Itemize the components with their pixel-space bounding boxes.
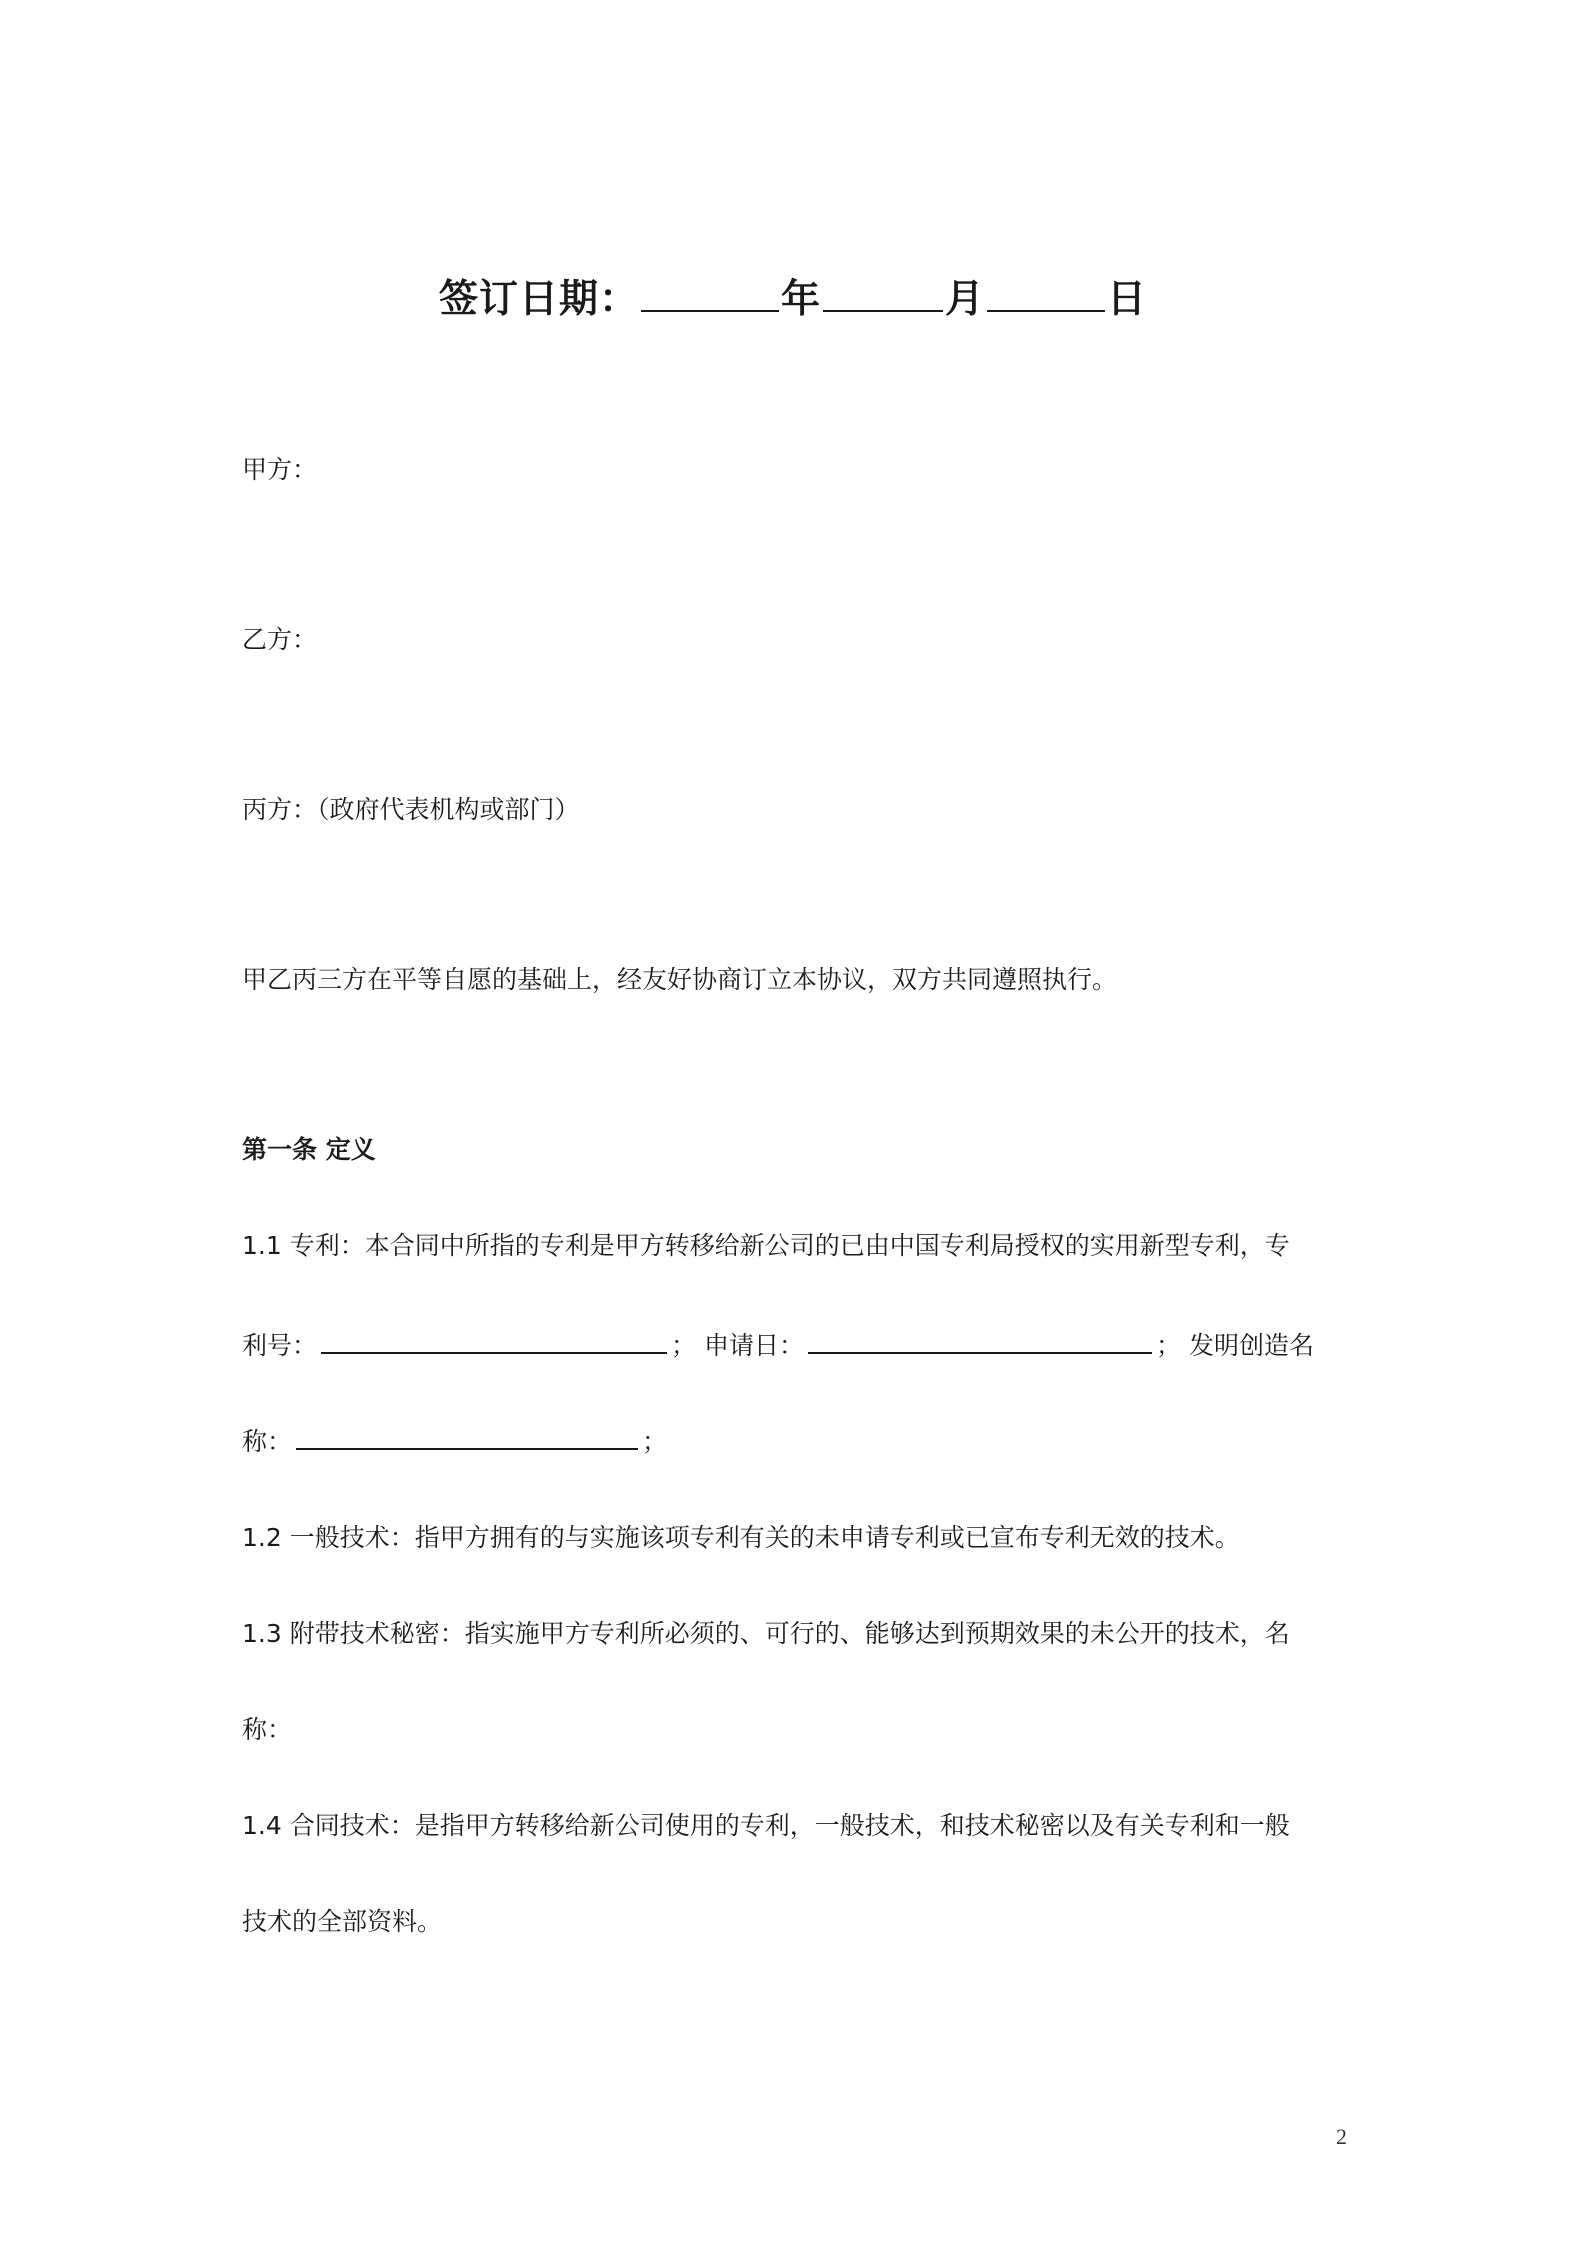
- clause-1-2: [242, 1521, 1240, 1555]
- preamble: [242, 963, 1117, 997]
- party-a-label: 甲方：: [242, 455, 318, 484]
- clause-1-1-text: 1.1 专利：本合同中所指的专利是甲方转移给新公司的已由中国专利局授权的实用新型专利，专: [242, 1231, 1290, 1260]
- clause-1-3-line-1: [242, 1617, 1290, 1651]
- signing-date-title: [0, 268, 1586, 324]
- patent-number-label: 利号：: [242, 1331, 318, 1360]
- separator-2: ；: [1156, 1331, 1182, 1360]
- article-1-heading-text: 第一条 定义: [242, 1135, 376, 1164]
- clause-1-3-name-label: 称：: [242, 1715, 293, 1744]
- article-1-heading: [242, 1133, 376, 1167]
- day-label: 日: [1107, 277, 1148, 322]
- clause-1-1-line-3: [242, 1425, 667, 1459]
- year-blank[interactable]: [641, 309, 779, 312]
- separator-3: ；: [642, 1427, 668, 1456]
- page-number: 2: [1336, 2124, 1347, 2149]
- year-label: 年: [780, 277, 821, 322]
- patent-number-blank[interactable]: [321, 1351, 667, 1354]
- party-b: [242, 623, 317, 657]
- month-label: 月: [945, 277, 986, 322]
- party-a: [242, 453, 317, 487]
- application-date-blank[interactable]: [808, 1351, 1152, 1354]
- clause-1-4-line-2: [242, 1905, 442, 1939]
- clause-1-2-text: 1.2 一般技术：指甲方拥有的与实施该项专利有关的未申请专利或已宣布专利无效的技术。: [242, 1523, 1240, 1552]
- party-c: [242, 793, 580, 827]
- invention-label: 发明创造名: [1188, 1331, 1314, 1360]
- clause-1-4-line-1: [242, 1809, 1290, 1843]
- clause-1-1-line-1: [242, 1229, 1290, 1263]
- clause-1-4-text-continued: 技术的全部资料。: [242, 1907, 443, 1936]
- month-blank[interactable]: [823, 309, 943, 312]
- party-c-label: 丙方：（政府代表机构或部门）: [242, 795, 580, 824]
- invention-name-label: 称：: [242, 1427, 293, 1456]
- clause-1-3-text: 1.3 附带技术秘密：指实施甲方专利所必须的、可行的、能够达到预期效果的未公开的技术，名: [242, 1619, 1290, 1648]
- separator-1: ；: [671, 1331, 697, 1360]
- application-date-label: 申请日：: [703, 1331, 804, 1360]
- invention-name-blank[interactable]: [296, 1447, 638, 1450]
- signing-date-label: 签订日期：: [438, 277, 639, 322]
- clause-1-1-line-2: [242, 1329, 1314, 1363]
- party-b-label: 乙方：: [242, 625, 318, 654]
- clause-1-3-line-2: [242, 1713, 292, 1747]
- preamble-text: 甲乙丙三方在平等自愿的基础上，经友好协商订立本协议，双方共同遵照执行。: [242, 965, 1118, 994]
- clause-1-4-text: 1.4 合同技术：是指甲方转移给新公司使用的专利，一般技术，和技术秘密以及有关专利和一般: [242, 1811, 1290, 1840]
- day-blank[interactable]: [987, 309, 1105, 312]
